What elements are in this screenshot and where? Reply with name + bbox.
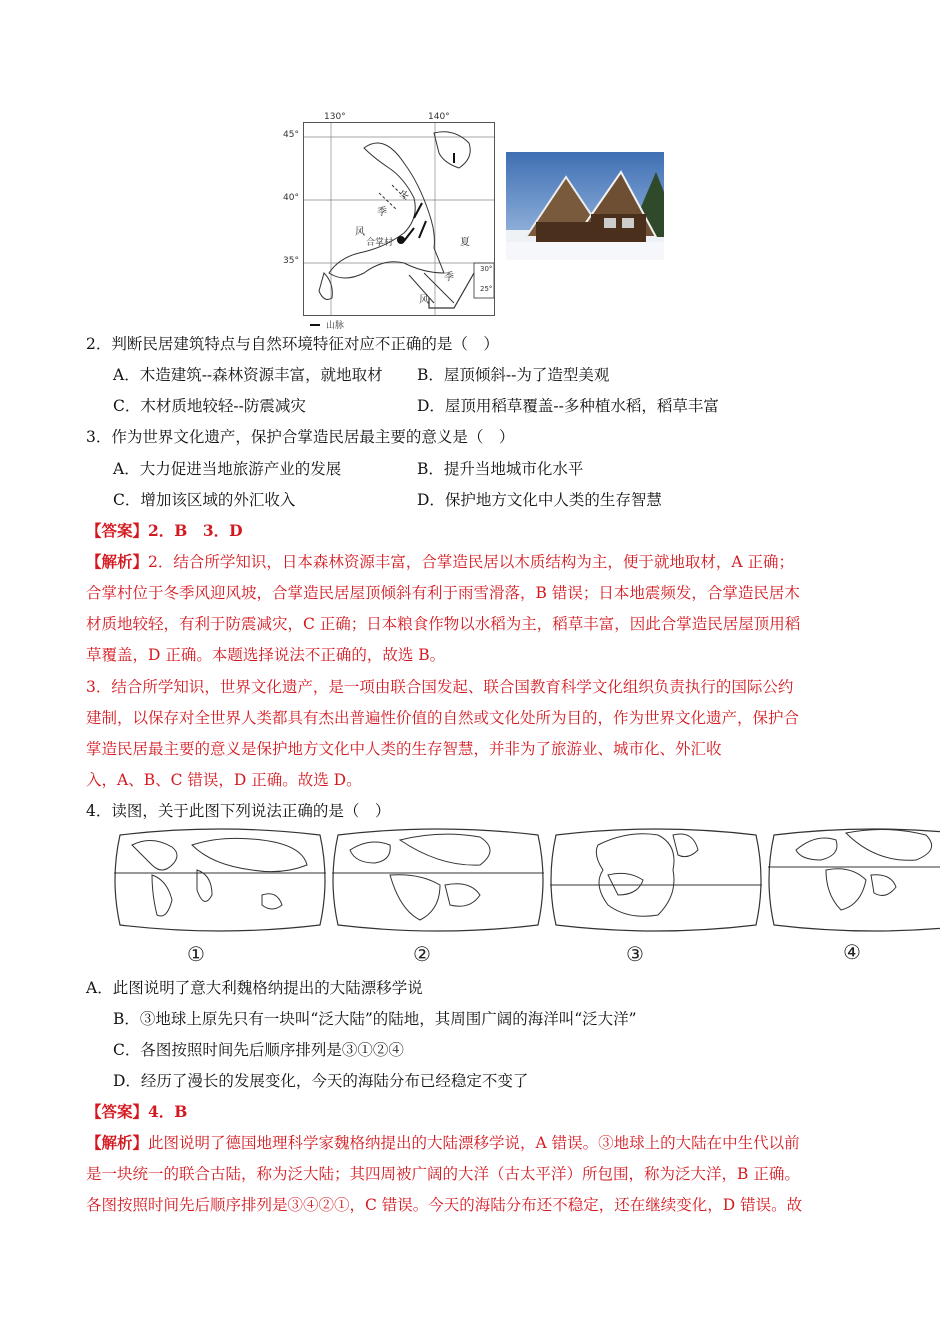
q2-option-b: B．屋顶倾斜--为了造型美观 [417,366,610,384]
explanation-2-line-1: 3．结合所学知识，世界文化遗产，是一项由联合国发起、联合国教育科学文化组织负责执行的国际公约 [86,678,794,696]
explanation-3-line-3: 各图按照时间先后顺序排列是③④②①，C 错误。今天的海陆分布还不稳定，还在继续变化，D 错误。故 [86,1196,803,1214]
answer-2-label: 【答案】 [86,1102,149,1121]
q4-option-c: C．各图按照时间先后顺序排列是③①②④ [113,1041,404,1059]
explanation-3-text-1: 此图说明了德国地理科学家魏格纳提出的大陆漂移学说，A 错误。③地球上的大陆在中生代以前 [148,1134,800,1152]
explanation-1-line-3: 材质地较轻，有利于防震减灾，C 正确；日本粮食作物以水稻为主，稻草丰富，因此合掌造民居屋顶用稻 [86,615,801,633]
wind-label-feng2: 风 [419,295,429,306]
explanation-1-line-2: 合掌村位于冬季风迎风坡，合掌造民居屋顶倾斜有利于雨雪滑落，B 错误；日本地震频发，合掌造民居木 [86,584,800,602]
globe-label-2: ② [413,942,431,966]
explanation-1-line-4: 草覆盖，D 正确。本题选择说法不正确的，故选 B。 [86,646,446,664]
q3-option-d: D．保护地方文化中人类的生存智慧 [417,491,662,509]
inset-label-25: 25° [480,285,493,293]
wind-label-ji2: 季 [444,272,454,283]
explanation-3-line-2: 是一块统一的联合古陆，称为泛大陆；其四周被广阔的大洋（古太平洋）所包围，称为泛大洋，B 正确。 [86,1165,800,1183]
explanation-3-label: 【解析】 [86,1133,149,1152]
wind-label-dong: 冬 [399,191,409,202]
explanation-1-line-1 [86,552,794,572]
inset-label-30: 30° [480,265,493,273]
q4-option-d: D．经历了漫长的发展变化，今天的海陆分布已经稳定不变了 [113,1072,529,1090]
explanation-2-line-2: 建制，以保存对全世界人类都具有杰出普遍性价值的自然或文化处所为目的，作为世界文化遗产，保护合 [86,709,800,727]
q4-stem: 4．读图，关于此图下列说法正确的是（ ） [86,802,391,820]
q3-stem: 3．作为世界文化遗产，保护合掌造民居最主要的意义是（ ） [86,428,515,446]
wind-label-feng1: 风 [355,227,365,238]
wind-label-ji1: 季 [377,207,387,218]
wind-label-xia: 夏 [460,237,470,248]
explanation-2-line-3: 掌造民居最主要的意义是保护地方文化中人类的生存智慧，并非为了旅游业、城市化、外汇收 [86,740,722,758]
map-frame [303,122,495,316]
gassho-house-photo [506,152,664,260]
q3-option-b: B．提升当地城市化水平 [417,460,584,478]
globe-2 [332,829,544,931]
legend-label: 山脉 [326,321,345,331]
lon-label-140: 140° [428,112,450,122]
q2-stem: 2．判断民居建筑特点与自然环境特征对应不正确的是（ ） [86,335,499,353]
q2-option-d: D．屋顶用稻草覆盖--多种植水稻，稻草丰富 [417,397,719,415]
lat-label-45: 45° [283,130,299,140]
answer-2-text: 4．B [148,1102,188,1121]
explanation-1-label: 【解析】 [86,552,149,571]
q4-option-b: B．③地球上原先只有一块叫“泛大陆”的陆地，其周围广阔的海洋叫“泛大洋” [113,1010,637,1028]
q2-option-a: A．木造建筑--森林资源丰富，就地取材 [113,366,383,384]
explanation-2-line-4: 入，A、B、C 错误，D 正确。故选 D。 [86,771,362,789]
village-label: 合掌村 [366,238,394,248]
globe-label-4: ④ [843,940,861,964]
lat-label-40: 40° [283,193,299,203]
q3-option-a: A．大力促进当地旅游产业的发展 [113,460,342,478]
globe-label-3: ③ [626,942,644,966]
explanation-1-text-1: 2．结合所学知识，日本森林资源丰富，合掌造民居以木质结构为主，便于就地取材，A 正确； [148,553,795,571]
answer-1-text: 2．B 3．D [148,521,243,540]
explanation-3-line-1 [86,1133,800,1153]
globe-1 [114,829,326,931]
q2-option-c: C．木材质地较轻--防震减灾 [113,397,306,415]
answer-1-label: 【答案】 [86,521,149,540]
legend-mountain-icon [310,324,320,326]
answer-1 [86,521,243,541]
globe-3 [550,829,762,931]
lon-label-130: 130° [324,112,346,122]
q3-option-c: C．增加该区域的外汇收入 [113,491,296,509]
lat-label-35: 35° [283,256,299,266]
answer-2 [86,1102,187,1122]
q4-option-a: A．此图说明了意大利魏格纳提出的大陆漂移学说 [86,979,423,997]
globe-label-1: ① [187,942,205,966]
globe-4 [768,829,940,931]
globe-panels [112,825,940,945]
map-drawing [304,123,494,315]
